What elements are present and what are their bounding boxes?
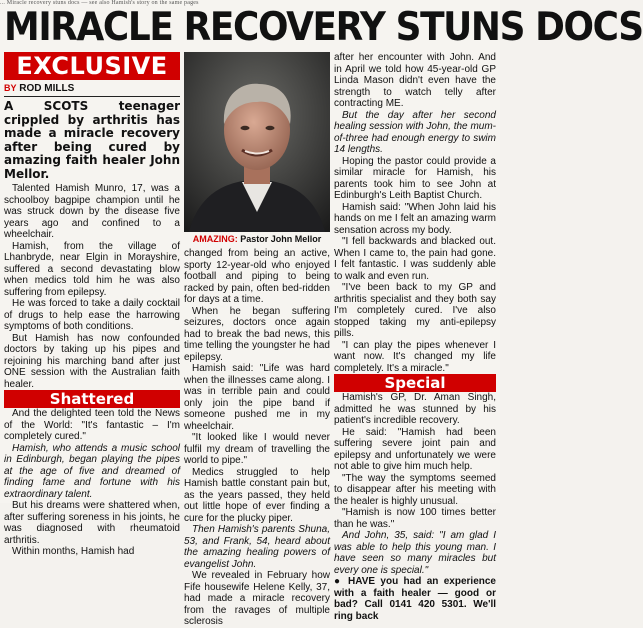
article-column-3 (334, 52, 496, 622)
paragraph: Within months, Hamish had (12, 546, 135, 557)
paragraph: Hamish said: "Life was hard when the illnesses came along. I was in terrible pain and could only join the pipe band if someone pushed me in my wheelchair. (184, 363, 330, 432)
paragraph: changed from being an active, sporty 12-year-old who enjoyed football and piping to being racked by pain, often bed-ridden for days at a time. (184, 248, 330, 305)
article-intro: A SCOTS teenager crippled by arthritis has made a miracle recovery after being cured by amazing faith healer John Mellor. (4, 99, 180, 181)
exclusive-banner: EXCLUSIVE (4, 52, 180, 80)
byline (4, 83, 180, 94)
paragraph: "I can play the pipes whenever I want now. It's changed my life completely. It's a miracle." (334, 339, 496, 374)
caption-lead: AMAZING: (192, 234, 238, 244)
paragraph: "It looked like I would never fulfil my dream of travelling the world to pipe." (184, 432, 330, 466)
paragraph: And John, 35, said: "I am glad I was able to help this young man. I have seen so many miracles but every one is special." (334, 530, 496, 576)
photo-caption (184, 234, 330, 244)
paragraph: "The way the symptoms seemed to disappear after his meeting with the healer is highly unusual. (334, 472, 496, 507)
paragraph: "I fell backwards and blacked out. When I came to, the pain had gone. I felt fantastic. I was suddenly able to walk and even run. (334, 236, 496, 282)
paragraph: But his dreams were shattered when, after suffering soreness in his joints, he was diagnosed with rheumatoid arthritis. (4, 500, 180, 546)
paragraph: He said: "Hamish had been suffering severe joint pain and epilepsy and unfortunately we were not able to give him much help. (334, 426, 496, 472)
top-strip-text: ... Miracle recovery stuns docs — see also Hamish's story on the same pages (0, 0, 199, 6)
byline-author: ROD MILLS (19, 83, 75, 94)
portrait-illustration (184, 52, 330, 232)
paragraph: And the delighted teen told the News of the World: "It's fantastic – I'm completely cured." (4, 408, 180, 442)
paragraph: Then Hamish's parents Shuna, 53, and Frank, 54, heard about the amazing healing powers of evangelist John. (184, 524, 330, 570)
paragraph: Hamish, who attends a music school in Edinburgh, began playing the pipes at the age of five and dreamed of finding fame and fortune with his extraordinary talent. (4, 442, 180, 500)
paragraph: Hamish, from the village of Lhanbryde, near Elgin in Morayshire, suffered a second devastating blow when medics told him he was also suffering from epilepsy. (4, 240, 180, 298)
paragraph: Hamish said: "When John laid his hands on me I felt an amazing warm sensation across my body. (334, 201, 496, 236)
paragraph: Hoping the pastor could provide a similar miracle for Hamish, his parents took him to see John at Edinburgh's Leith Baptist Church. (334, 155, 496, 201)
paragraph: Medics struggled to help Hamish battle constant pain but, as the years passed, they held out little hope of ever finding a cure for the plucky piper. (184, 466, 330, 524)
paragraph: after her encounter with John. And in April we told how 45-year-old GP Linda Mason didn't even have the strength to watch telly after contracting ME. (334, 52, 496, 109)
paragraph: Hamish's GP, Dr. Aman Singh, admitted he was stunned by his patient's incredible recovery. (334, 392, 496, 426)
paragraph: But Hamish has now confounded doctors by taking up his pipes and rejoining his marching band after just ONE session with the Australian faith healer. (4, 332, 180, 390)
paragraph: We revealed in February how Fife housewife Helene Kelly, 37, had made a miracle recovery from the ravages of multiple sclerosis (184, 570, 330, 627)
byline-rule (4, 96, 180, 97)
paragraph: "Hamish is now 100 times better than he was." (334, 507, 496, 530)
caption-text: Pastor John Mellor (240, 234, 322, 244)
article-column-2 (184, 248, 330, 628)
paragraph: Talented Hamish Munro, 17, was a schoolboy bagpipe champion until he was struck down by the disease five years ago and confined to a wheelchair. (4, 183, 180, 240)
photo-pastor-john-mellor (184, 52, 330, 232)
headline: MIRACLE RECOVERY STUNS DOCS (4, 5, 643, 50)
subheading-special: Special (334, 374, 496, 392)
paragraph: When he began suffering seizures, doctors once again had to break the bad news, this time telling the youngster he had epilepsy. (184, 305, 330, 363)
article-column-1 (4, 100, 180, 558)
reader-call-to-action: ● HAVE you had an experience with a faith healer — good or bad? Call 0141 420 5301. We'll ring back (334, 576, 496, 622)
paragraph: He was forced to take a daily cocktail of drugs to help ease the harrowing symptoms of both conditions. (4, 298, 180, 332)
byline-prefix: BY (4, 83, 17, 93)
subheading-shattered: Shattered (4, 390, 180, 408)
paragraph: "I've been back to my GP and arthritis specialist and they both say I'm completely cured. I've also stopped taking my anti-epilepsy pills. (334, 282, 496, 339)
paragraph: But the day after her second healing session with John, the mum-of-three had enough energy to swim 14 lengths. (334, 109, 496, 155)
